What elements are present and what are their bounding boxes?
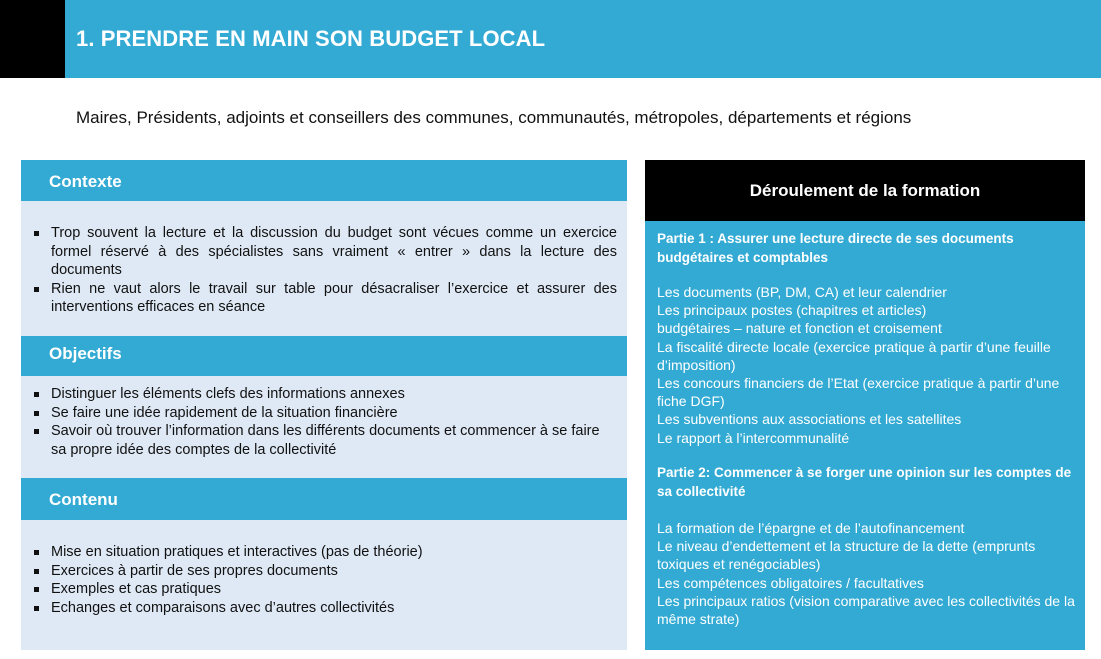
header-accent-block [0, 0, 65, 78]
list-item: Les compétences obligatoires / facultatives [657, 574, 924, 591]
list-item: Savoir où trouver l’information dans les différents documents et commencer à se faire sa propre idée des comptes de la collectivité [33, 422, 617, 459]
contexte-body [21, 201, 627, 336]
list-item: Les concours financiers de l’Etat (exercice pratique à partir d’une fiche DGF) [657, 375, 1060, 410]
page-title: 1. PRENDRE EN MAIN SON BUDGET LOCAL [76, 26, 546, 51]
list-item: Exercices à partir de ses propres documents [33, 562, 617, 581]
objectifs-body [21, 376, 627, 478]
list-item: Les subventions aux associations et les satellites [657, 411, 962, 428]
list-item: Se faire une idée rapidement de la situation financière [33, 404, 617, 423]
objectifs-header [21, 336, 627, 376]
list-item: Exemples et cas pratiques [33, 580, 617, 599]
list-item: budgétaires – nature et fonction et croisement [657, 320, 942, 337]
objectifs-list [33, 385, 617, 459]
list-item: Echanges et comparaisons avec d’autres collectivités [33, 599, 617, 618]
objectifs-title: Objectifs [49, 344, 122, 363]
contexte-list [33, 224, 617, 317]
list-item: Trop souvent la lecture et la discussion du budget sont vécues comme un exercice formel réservé à des spécialistes sans vraiment « entrer » dans la lecture des documents [33, 224, 617, 280]
contenu-list [33, 543, 617, 617]
contenu-body [21, 520, 627, 650]
partie1-list [657, 283, 1082, 447]
contexte-header [21, 160, 627, 201]
list-item: Mise en situation pratiques et interactives (pas de théorie) [33, 543, 617, 562]
partie2-title: Partie 2: Commencer à se forger une opinion sur les comptes de sa collectivité [657, 465, 1072, 499]
list-item: La formation de l’épargne et de l’autofinancement [657, 520, 965, 536]
contenu-header [21, 478, 627, 520]
contexte-title: Contexte [49, 172, 122, 191]
deroulement-header: Déroulement de la formation [645, 160, 1085, 221]
list-item: Les principaux postes (chapitres et articles) [657, 302, 927, 319]
list-item: Les documents (BP, DM, CA) et leur calendrier [657, 284, 947, 300]
list-item: Le rapport à l’intercommunalité [657, 429, 850, 446]
partie2-list [657, 519, 1082, 628]
list-item: La fiscalité directe locale (exercice pratique à partir d’une feuille d’imposition) [657, 338, 1051, 373]
contenu-title: Contenu [49, 490, 118, 509]
list-item: Le niveau d’endettement et la structure de la dette (emprunts toxiques et renégociables) [657, 538, 1036, 573]
list-item: Les principaux ratios (vision comparative avec les collectivités de la même strate) [657, 592, 1075, 628]
partie1-title: Partie 1 : Assurer une lecture directe de ses documents budgétaires et comptables [657, 231, 1014, 265]
deroulement-body [645, 221, 1085, 650]
list-item: Distinguer les éléments clefs des informations annexes [33, 385, 617, 404]
audience-line: Maires, Présidents, adjoints et conseillers des communes, communautés, métropoles, départements et régions [76, 108, 912, 127]
list-item: Rien ne vaut alors le travail sur table pour désacraliser l’exercice et assurer des interventions efficaces en séance [33, 280, 617, 317]
